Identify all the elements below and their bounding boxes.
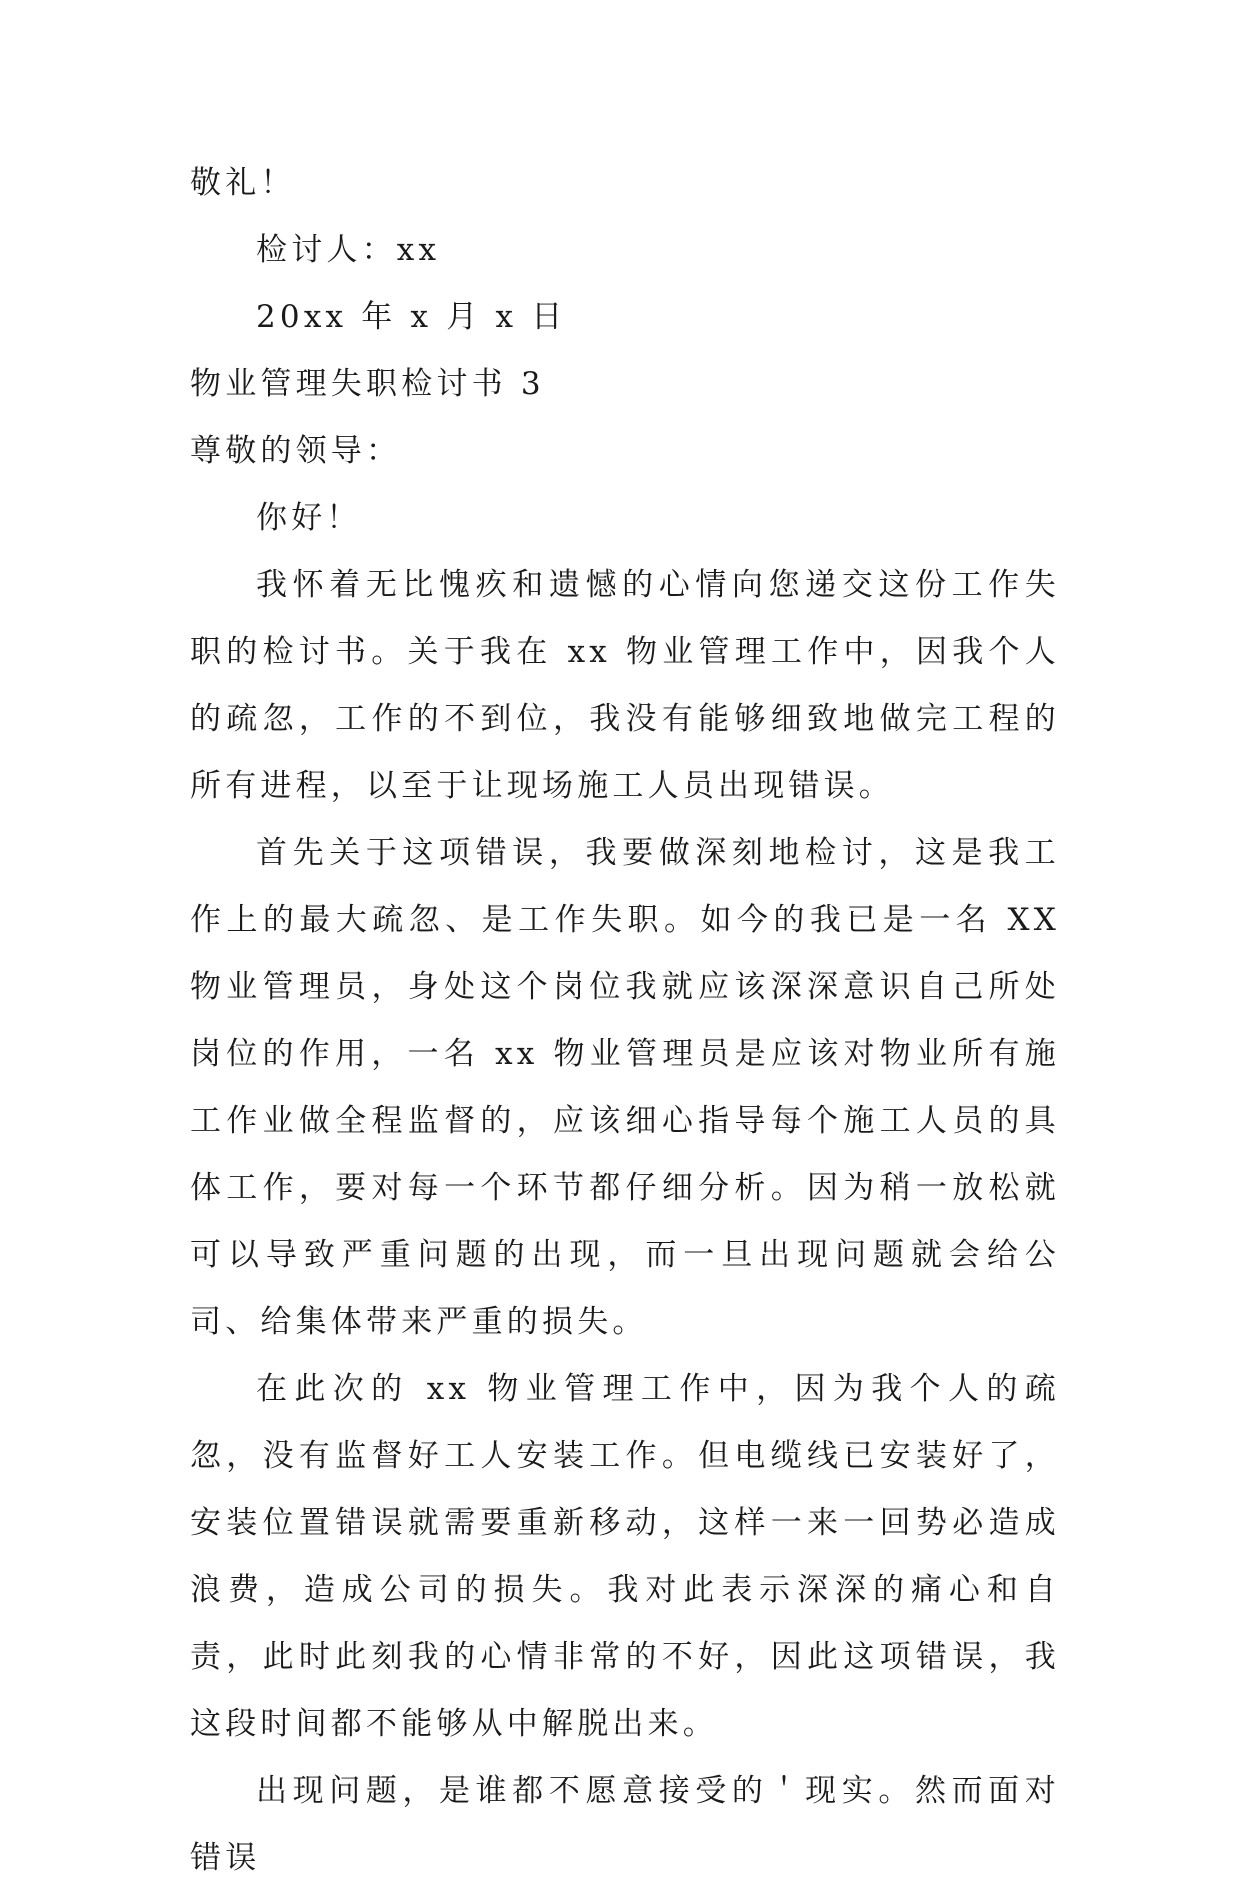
body-paragraph: 我怀着无比愧疚和遗憾的心情向您递交这份工作失职的检讨书。关于我在 xx 物业管理工作中，因我个人的疏忽，工作的不到位，我没有能够细致地做完工程的所有进程，以至于让现场施工人员出现错误。 bbox=[190, 567, 1060, 804]
hello-line: 你好！ bbox=[256, 500, 362, 536]
closing-salute: 敬礼！ bbox=[190, 165, 296, 201]
date-line: 20xx 年 x 月 x 日 bbox=[256, 299, 567, 335]
body-paragraph: 首先关于这项错误，我要做深刻地检讨，这是我工作上的最大疏忽、是工作失职。如今的我已是一名 XX 物业管理员，身处这个岗位我就应该深深意识自己所处岗位的作用，一名 xx 物业管理员是应该对物业所有施工作业做全程监督的，应该细心指导每个施工人员的具体工作，要对每一个环节都仔细分析。因为稍一放松就可以导致严重问题的出现，而一旦出现问题就会给公司、给集体带来严重的损失。 bbox=[190, 835, 1060, 1340]
document-title: 物业管理失职检讨书 3 bbox=[190, 366, 545, 402]
signer-line: 检讨人：xx bbox=[256, 232, 441, 268]
document-page bbox=[190, 150, 1060, 1892]
body-paragraph: 在此次的 xx 物业管理工作中，因为我个人的疏忽，没有监督好工人安装工作。但电缆线已安装好了，安装位置错误就需要重新移动，这样一来一回势必造成浪费，造成公司的损失。我对此表示深深的痛心和自责，此时此刻我的心情非常的不好，因此这项错误，我这段时间都不能够从中解脱出来。 bbox=[190, 1371, 1060, 1742]
body-paragraph: 出现问题，是谁都不愿意接受的＇现实。然而面对错误 bbox=[190, 1773, 1060, 1876]
greeting: 尊敬的领导： bbox=[190, 433, 402, 469]
